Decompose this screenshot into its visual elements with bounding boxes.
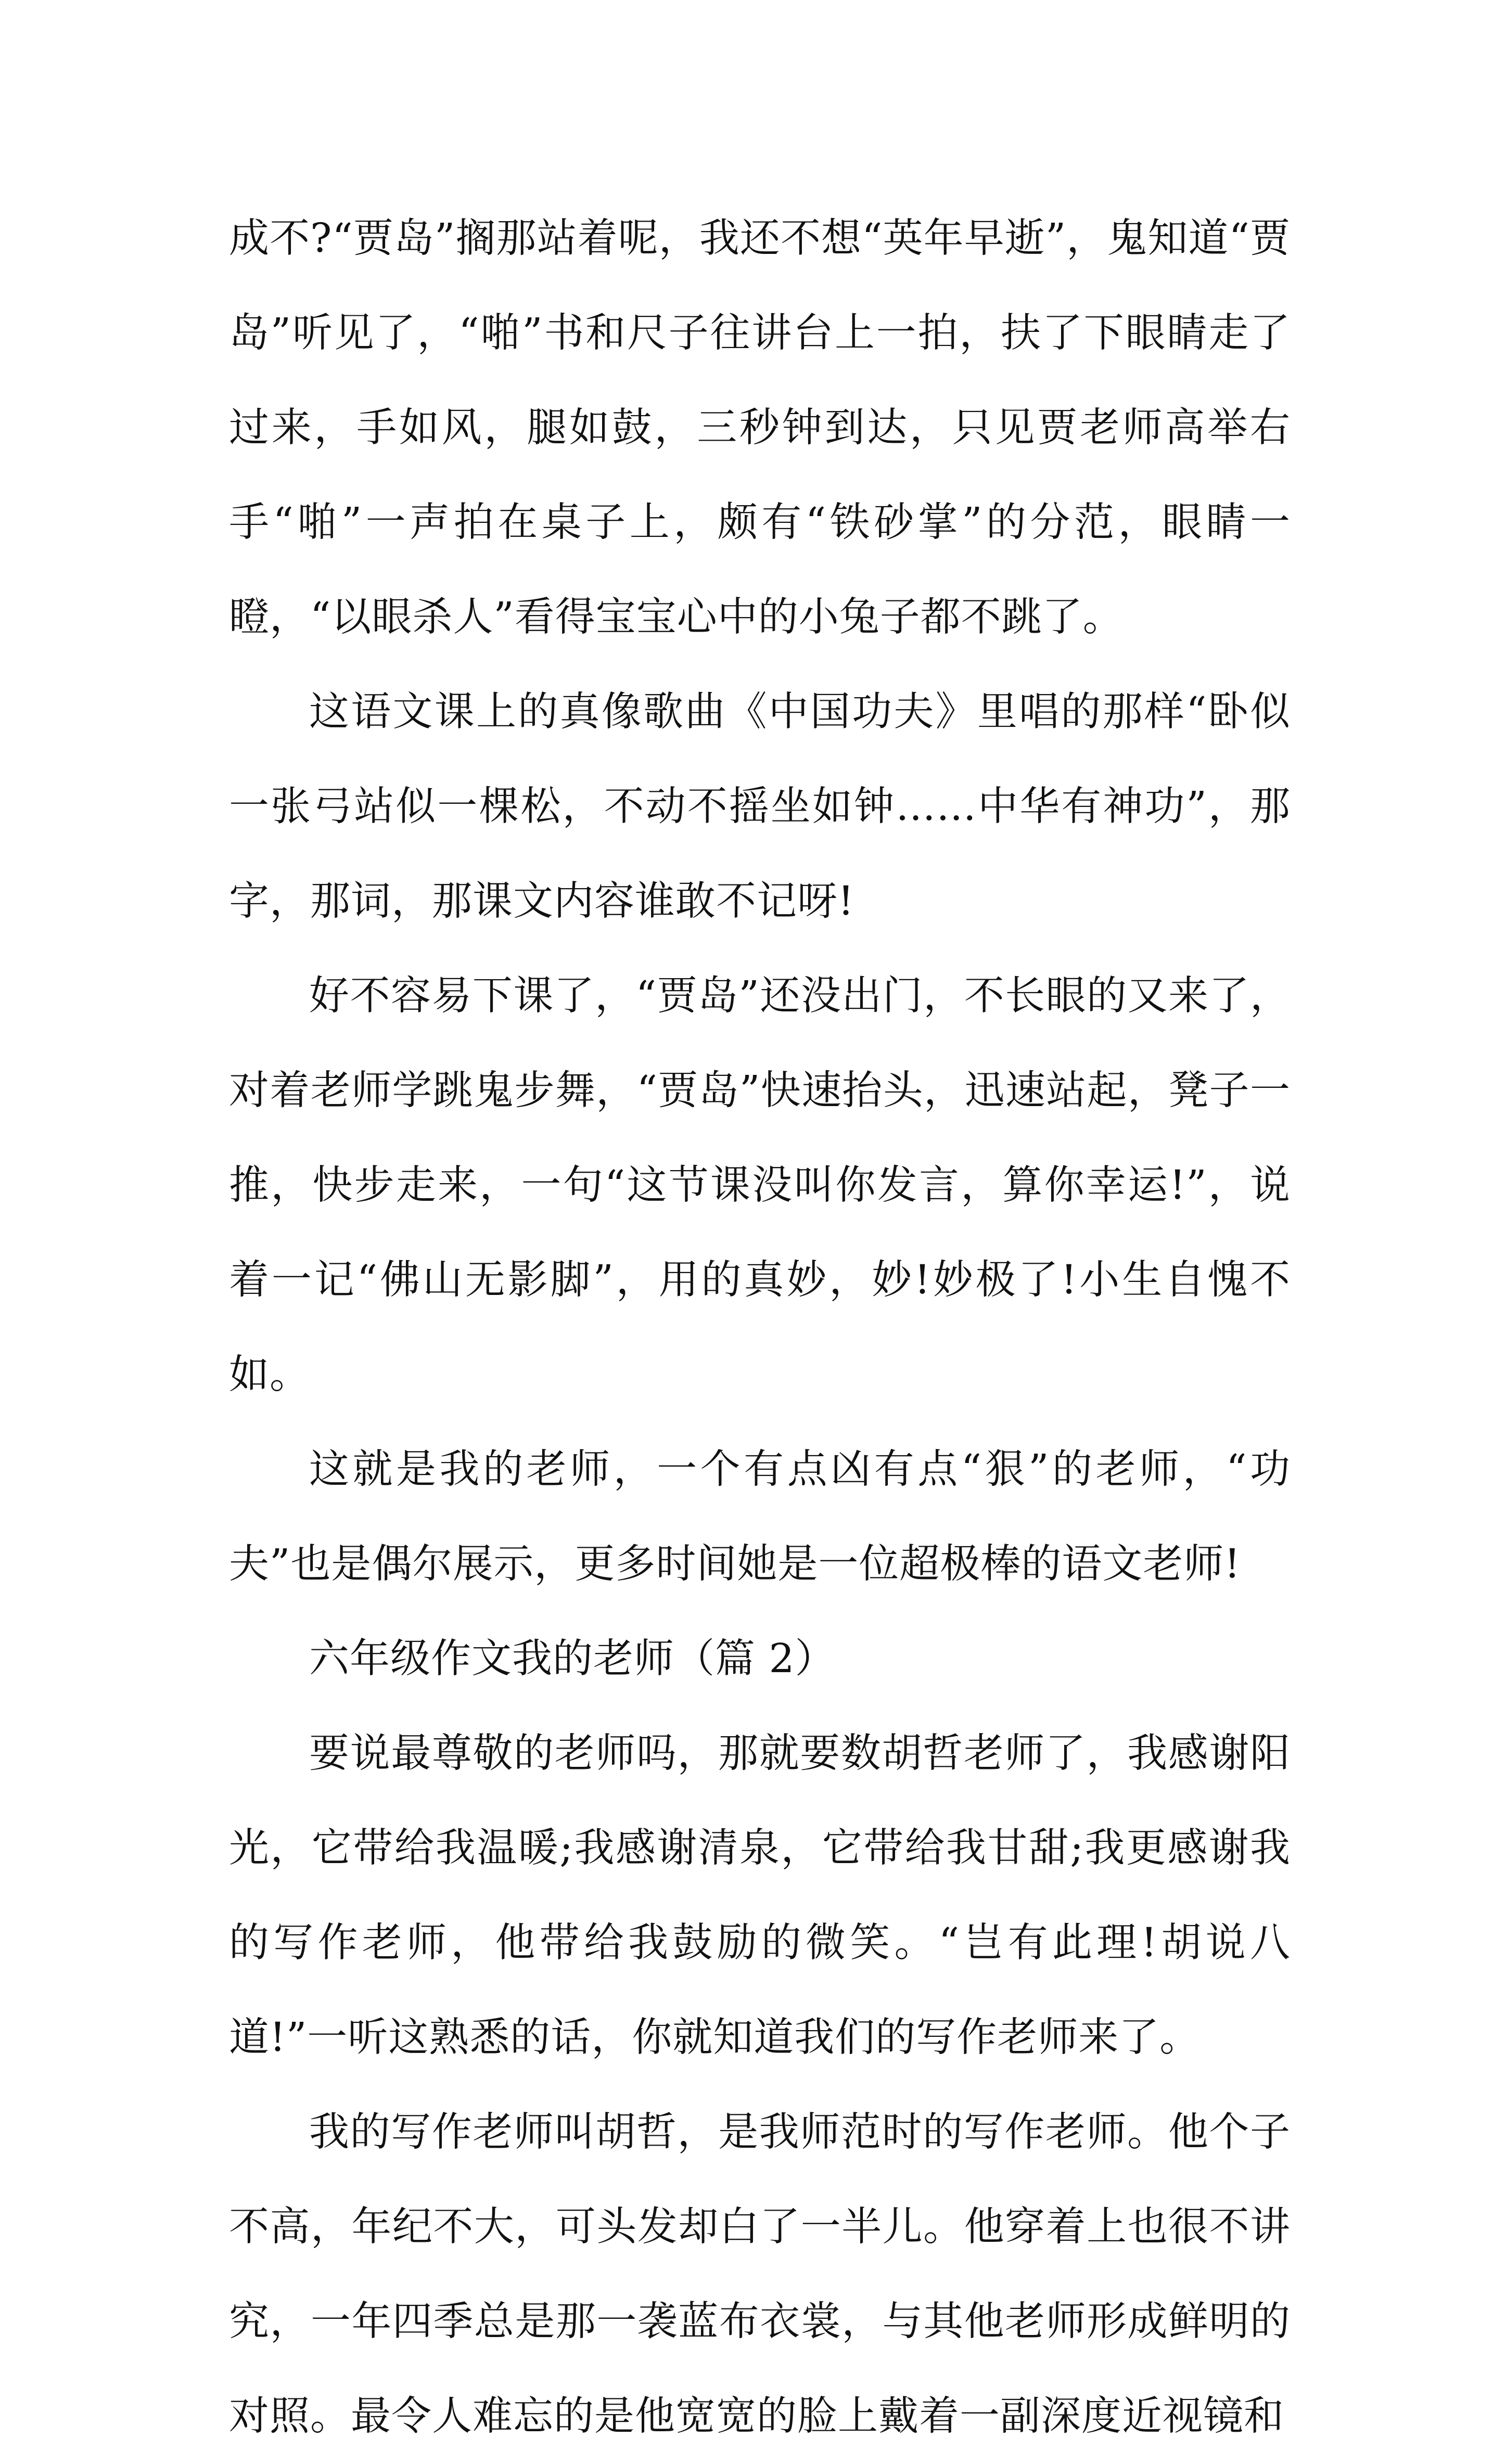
essay-heading: 六年级作文我的老师（篇 2） (309, 1636, 836, 1682)
paragraph-after-class: 好不容易下课了，“贾岛”还没出门，不长眼的又来了，对着老师学跳鬼步舞，“贾岛”快速抬头，迅速站起，凳子一推，快步走来，一句“这节课没叫你发言，算你幸运!”，说着一记“佛山无影脚”，用的真妙，妙!妙极了!小生自愧不如。 (229, 973, 1291, 1398)
document-body (229, 191, 1291, 2464)
paragraph-teacher-description: 我的写作老师叫胡哲，是我师范时的写作老师。他个子不高，年纪不大，可头发却白了一半儿。他穿着上也很不讲究，一年四季总是那一袭蓝布衣裳，与其他老师形成鲜明的对照。最令人难忘的是他宽宽的脸上戴着一副深度近视镜和 (229, 2109, 1291, 2440)
paragraph-conclusion: 这就是我的老师，一个有点凶有点“狠”的老师，“功夫”也是偶尔展示，更多时间她是一位超极棒的语文老师! (229, 1446, 1291, 1587)
paragraph-chinese-kungfu: 这语文课上的真像歌曲《中国功夫》里唱的那样“卧似一张弓站似一棵松，不动不摇坐如钟……中华有神功”，那字，那词，那课文内容谁敢不记呀! (229, 689, 1291, 925)
paragraph-continued: 成不?“贾岛”搁那站着呢，我还不想“英年早逝”，鬼知道“贾岛”听见了，“啪”书和尺子往讲台上一拍，扶了下眼睛走了过来，手如风，腿如鼓，三秒钟到达，只见贾老师高举右手“啪”一声拍在桌子上，颇有“铁砂掌”的分范，眼睛一瞪，“以眼杀人”看得宝宝心中的小兔子都不跳了。 (229, 215, 1291, 640)
paragraph-most-respected: 要说最尊敬的老师吗，那就要数胡哲老师了，我感谢阳光，它带给我温暖;我感谢清泉，它带给我甘甜;我更感谢我的写作老师，他带给我鼓励的微笑。“岂有此理!胡说八道!”一听这熟悉的话，你就知道我们的写作老师来了。 (229, 1730, 1291, 2061)
